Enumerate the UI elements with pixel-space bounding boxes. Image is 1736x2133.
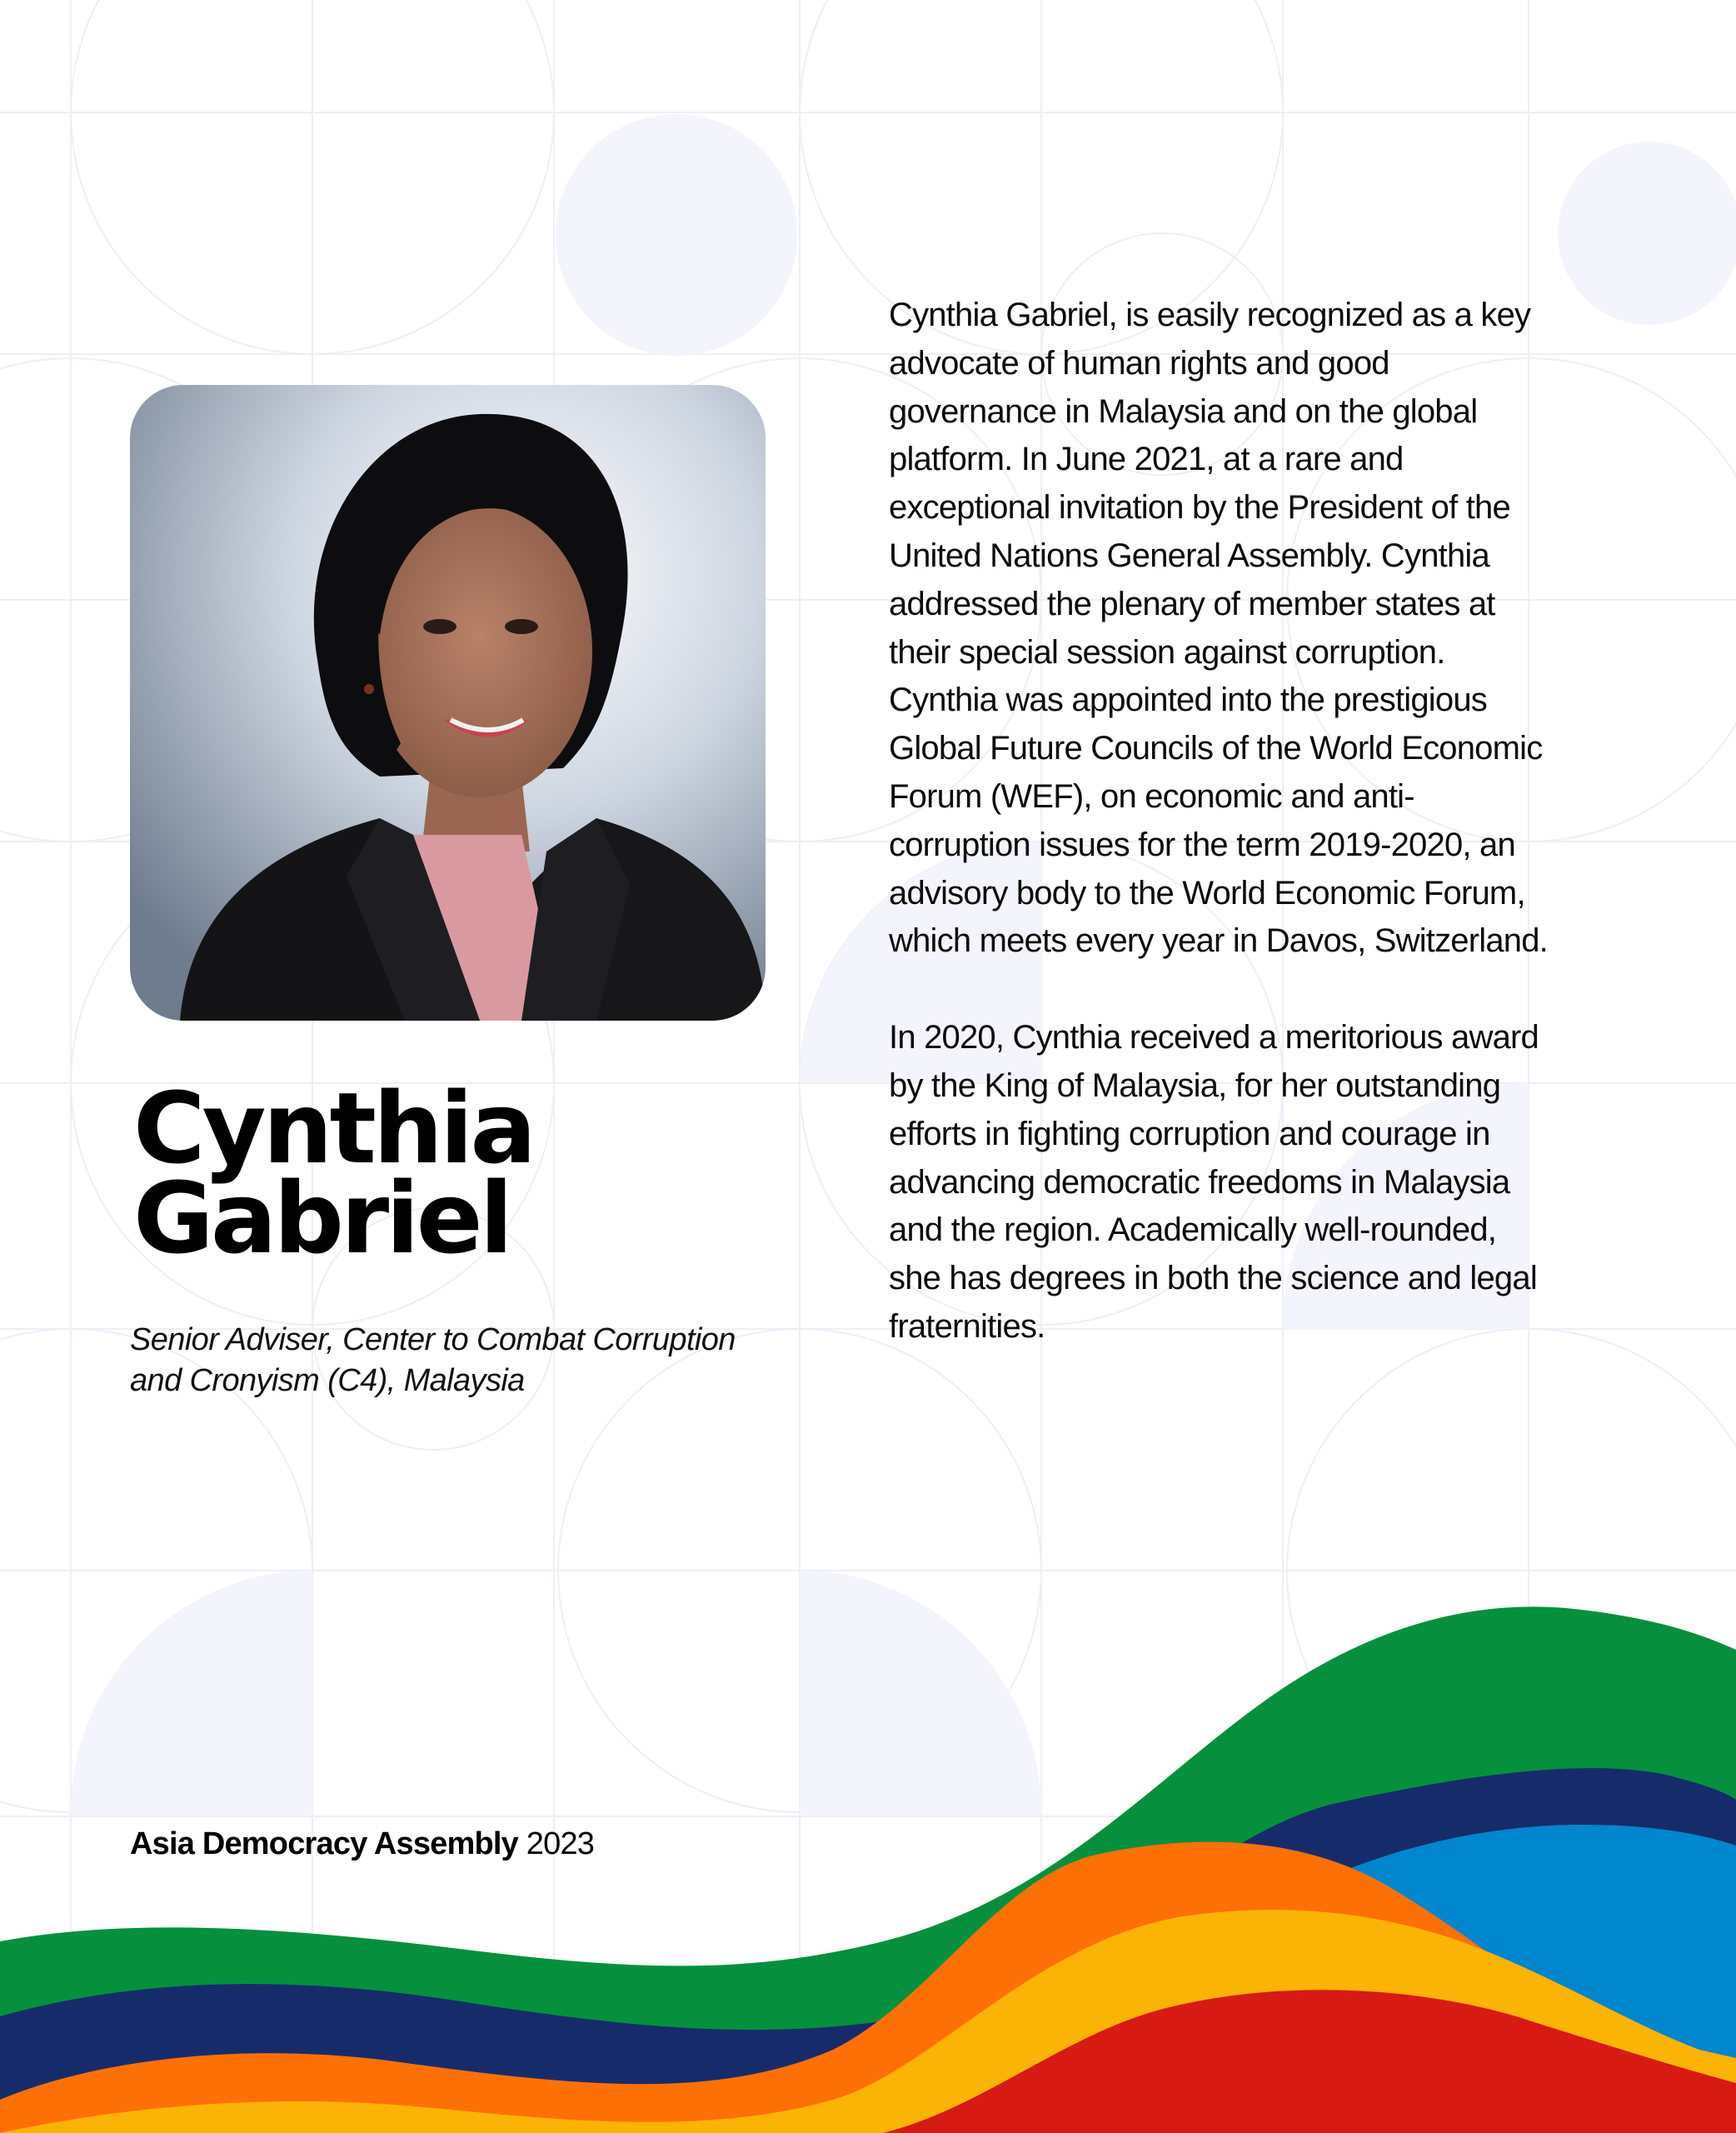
color-waves	[0, 1566, 1736, 2133]
speaker-role	[130, 1320, 796, 1401]
bio-line: corruption issues for the term 2019-2020, an	[889, 826, 1515, 863]
bio-line: which meets every year in Davos, Switzerland.	[889, 922, 1548, 960]
speaker-role-line: Senior Adviser, Center to Combat Corruption	[130, 1322, 736, 1357]
bio-line: Cynthia Gabriel, is easily recognized as a key	[889, 297, 1531, 333]
event-year: 2023	[526, 1826, 595, 1861]
bio-line: United Nations General Assembly. Cynthia	[889, 537, 1489, 574]
bio-line: Forum (WEF), on economic and anti-	[889, 777, 1414, 815]
portrait-illustration	[130, 385, 766, 1021]
bio-line: their special session against corruption.	[889, 633, 1445, 671]
bio-line: governance in Malaysia and on the global	[889, 392, 1478, 430]
bio-line: advisory body to the World Economic Forum,	[889, 874, 1525, 912]
bio-paragraph-2	[889, 1014, 1639, 1351]
bio-line: and the region. Academically well-rounded,	[889, 1211, 1497, 1249]
bio-line: by the King of Malaysia, for her outstanding	[889, 1066, 1501, 1104]
speaker-name	[133, 1071, 534, 1276]
bio-line: platform. In June 2021, at a rare and	[889, 441, 1404, 478]
bio-line: addressed the plenary of member states at	[889, 585, 1495, 622]
bio-line: Global Future Councils of the World Economic	[889, 730, 1543, 767]
bio-line: she has degrees in both the science and legal	[889, 1260, 1537, 1297]
speaker-photo	[130, 385, 766, 1021]
speaker-first-name: Cynthia	[133, 1071, 534, 1186]
bio-line: In 2020, Cynthia received a meritorious award	[889, 1019, 1539, 1057]
speaker-bio	[889, 292, 1639, 1400]
bio-line: Cynthia was appointed into the prestigious	[889, 682, 1487, 719]
speaker-last-name: Gabriel	[133, 1161, 511, 1276]
bio-line: fraternities.	[889, 1307, 1045, 1345]
bio-line: exceptional invitation by the President of the	[889, 489, 1510, 527]
bio-line: advancing democratic freedoms in Malaysia	[889, 1163, 1510, 1201]
bio-paragraph-1	[889, 292, 1639, 966]
speaker-role-line: and Cronyism (C4), Malaysia	[130, 1363, 525, 1398]
event-name: Asia Democracy Assembly	[130, 1826, 519, 1861]
bio-line: efforts in fighting corruption and courage in	[889, 1115, 1490, 1152]
bio-line: advocate of human rights and good	[889, 344, 1389, 382]
